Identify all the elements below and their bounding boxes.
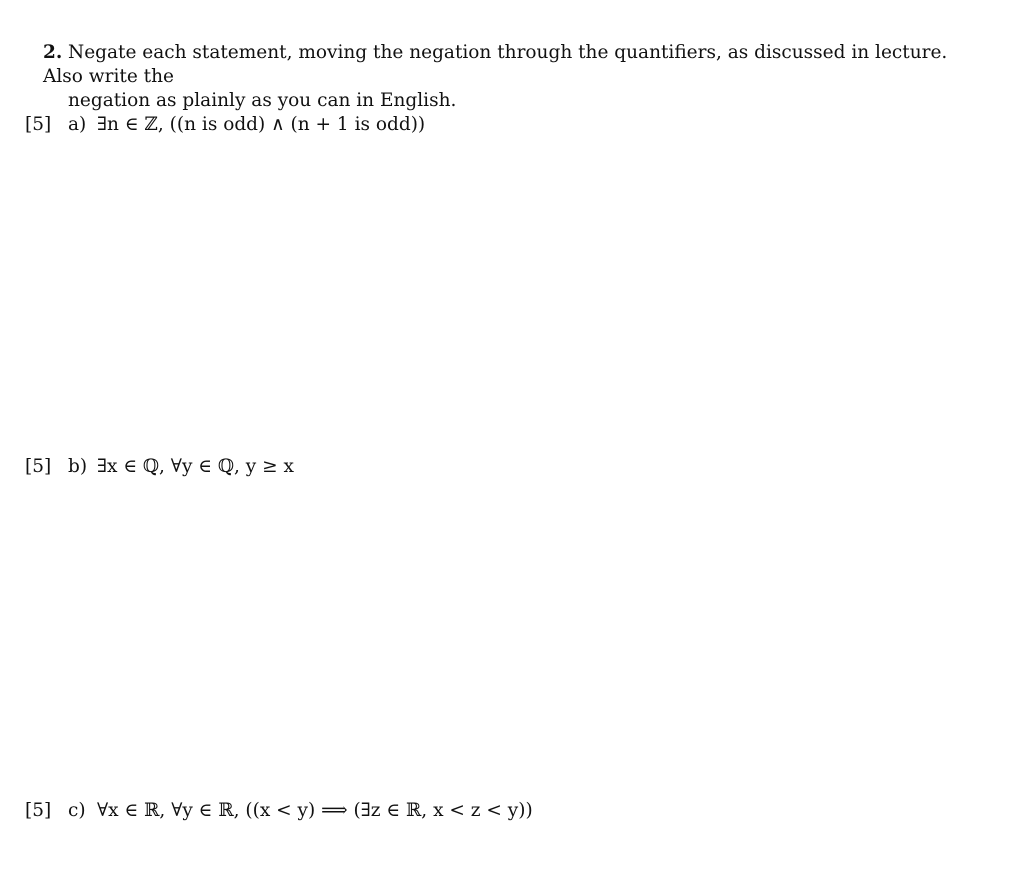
part-b-label: b) bbox=[68, 456, 88, 477]
part-b-points: [5] bbox=[25, 456, 52, 477]
part-c-statement: ∀x ∈ ℝ, ∀y ∈ ℝ, ((x < y) ⟹ (∃z ∈ ℝ, x < z < y)) bbox=[97, 800, 533, 821]
part-b-statement: ∃x ∈ ℚ, ∀y ∈ ℚ, y ≥ x bbox=[97, 456, 294, 477]
part-a-points: [5] bbox=[25, 114, 52, 135]
problem-number: 2. bbox=[43, 42, 63, 63]
part-a bbox=[25, 113, 425, 137]
problem-instructions-line2: negation as plainly as you can in English. bbox=[68, 90, 457, 111]
part-c-label: c) bbox=[68, 800, 86, 821]
part-b bbox=[25, 455, 294, 479]
part-c-points: [5] bbox=[25, 800, 52, 821]
part-a-label: a) bbox=[68, 114, 87, 135]
problem-header bbox=[43, 41, 993, 113]
problem-instructions-line1: Negate each statement, moving the negation through the quantifiers, as discussed in lecture. Also write the bbox=[43, 42, 948, 87]
part-a-statement: ∃n ∈ ℤ, ((n is odd) ∧ (n + 1 is odd)) bbox=[97, 114, 426, 135]
part-c bbox=[25, 799, 533, 823]
